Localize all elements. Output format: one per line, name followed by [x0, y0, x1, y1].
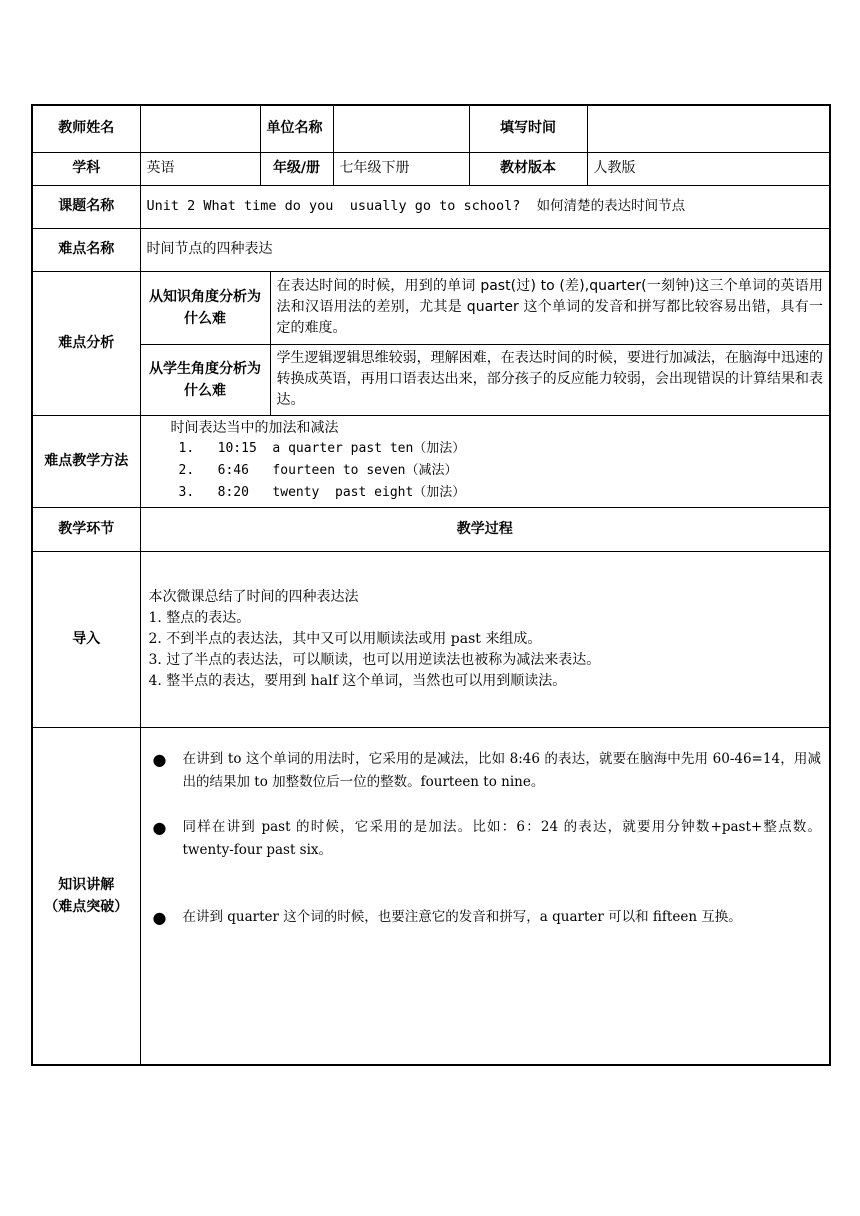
- edition-label: 教材版本: [469, 152, 587, 185]
- topic-value: Unit 2 What time do you usually go to school? 如何清楚的表达时间节点: [140, 185, 830, 228]
- bullet-icon: ●: [152, 749, 167, 769]
- teaching-process-label: 教学过程: [140, 507, 830, 551]
- knowledge-label-line2: （难点突破）: [44, 898, 129, 915]
- difficulty-value: 时间节点的四种表达: [140, 228, 830, 271]
- bullet-icon: ●: [152, 817, 167, 837]
- unit-name-value: [333, 105, 469, 152]
- intro-line: 3. 过了半点的表达法，可以顺读，也可以用逆读法也被称为减法来表达。: [148, 651, 601, 668]
- student-angle-text: 学生逻辑逻辑思维较弱，理解困难，在表达时间的时候，要进行加减法，在脑海中迅速的转换成英语，再用口语表达出来，部分孩子的反应能力较弱，会出现错误的计算结果和表达。: [270, 344, 830, 415]
- method-content: [140, 415, 830, 507]
- bullet-icon: ●: [152, 907, 167, 927]
- subject-label: 学科: [32, 152, 140, 185]
- analysis-label: 难点分析: [32, 271, 140, 415]
- knowledge-content: [140, 727, 830, 1065]
- difficulty-label: 难点名称: [32, 228, 140, 271]
- list-item: ● 在讲到 to 这个单词的用法时，它采用的是减法，比如 8:46 的表达，就要在脑海中先用 60-46=14，用减出的结果加 to 加整数位后一位的整数。fourteen to nine。: [152, 749, 821, 790]
- intro-content: [140, 551, 830, 727]
- fill-date-value: [587, 105, 830, 152]
- method-line-2: 2. 6:46 fourteen to seven（减法）: [178, 462, 458, 478]
- fill-date-label: 填写时间: [469, 105, 587, 152]
- method-heading: 时间表达当中的加法和减法: [170, 419, 339, 436]
- teacher-name-value: [140, 105, 260, 152]
- grade-label: 年级/册: [260, 152, 333, 185]
- knowledge-angle-label: 从知识角度分析为什么难: [140, 271, 270, 344]
- knowledge-angle-text: 在表达时间的时候，用到的单词 past(过) to (差),quarter(一刻钟)这三个单词的英语用法和汉语用法的差别，尤其是 quarter 这个单词的发音和拼写都比较容易出错，具有一定的难度。: [270, 271, 830, 344]
- teacher-name-label: 教师姓名: [32, 105, 140, 152]
- knowledge-label-line1: 知识讲解: [58, 876, 115, 893]
- unit-name-label: 单位名称: [260, 105, 333, 152]
- knowledge-bullet-list: [149, 748, 822, 929]
- topic-label: 课题名称: [32, 185, 140, 228]
- intro-line: 2. 不到半点的表达法，其中又可以用顺读法或用 past 来组成。: [148, 630, 542, 647]
- student-angle-label: 从学生角度分析为什么难: [140, 344, 270, 415]
- method-line-1: 1. 10:15 a quarter past ten（加法）: [178, 440, 466, 456]
- list-item: ● 在讲到 quarter 这个词的时候，也要注意它的发音和拼写，a quarter 可以和 fifteen 互换。: [152, 907, 742, 927]
- intro-line: 1. 整点的表达。: [148, 609, 251, 626]
- lesson-table: [31, 104, 831, 1066]
- grade-value: 七年级下册: [333, 152, 469, 185]
- list-item: ● 同样在讲到 past 的时候，它采用的是加法。比如：6：24 的表达，就要用分钟数+past+整点数。twenty-four past six。: [152, 817, 821, 858]
- method-label: 难点教学方法: [32, 415, 140, 507]
- edition-value: 人教版: [587, 152, 830, 185]
- teaching-stage-label: 教学环节: [32, 507, 140, 551]
- intro-line: 4. 整半点的表达，要用到 half 这个单词，当然也可以用到顺读法。: [148, 672, 567, 689]
- intro-label: 导入: [32, 551, 140, 727]
- subject-value: 英语: [140, 152, 260, 185]
- intro-line: 本次微课总结了时间的四种表达法: [148, 588, 359, 605]
- knowledge-label: [32, 727, 140, 1065]
- method-line-3: 3. 8:20 twenty past eight（加法）: [178, 484, 466, 500]
